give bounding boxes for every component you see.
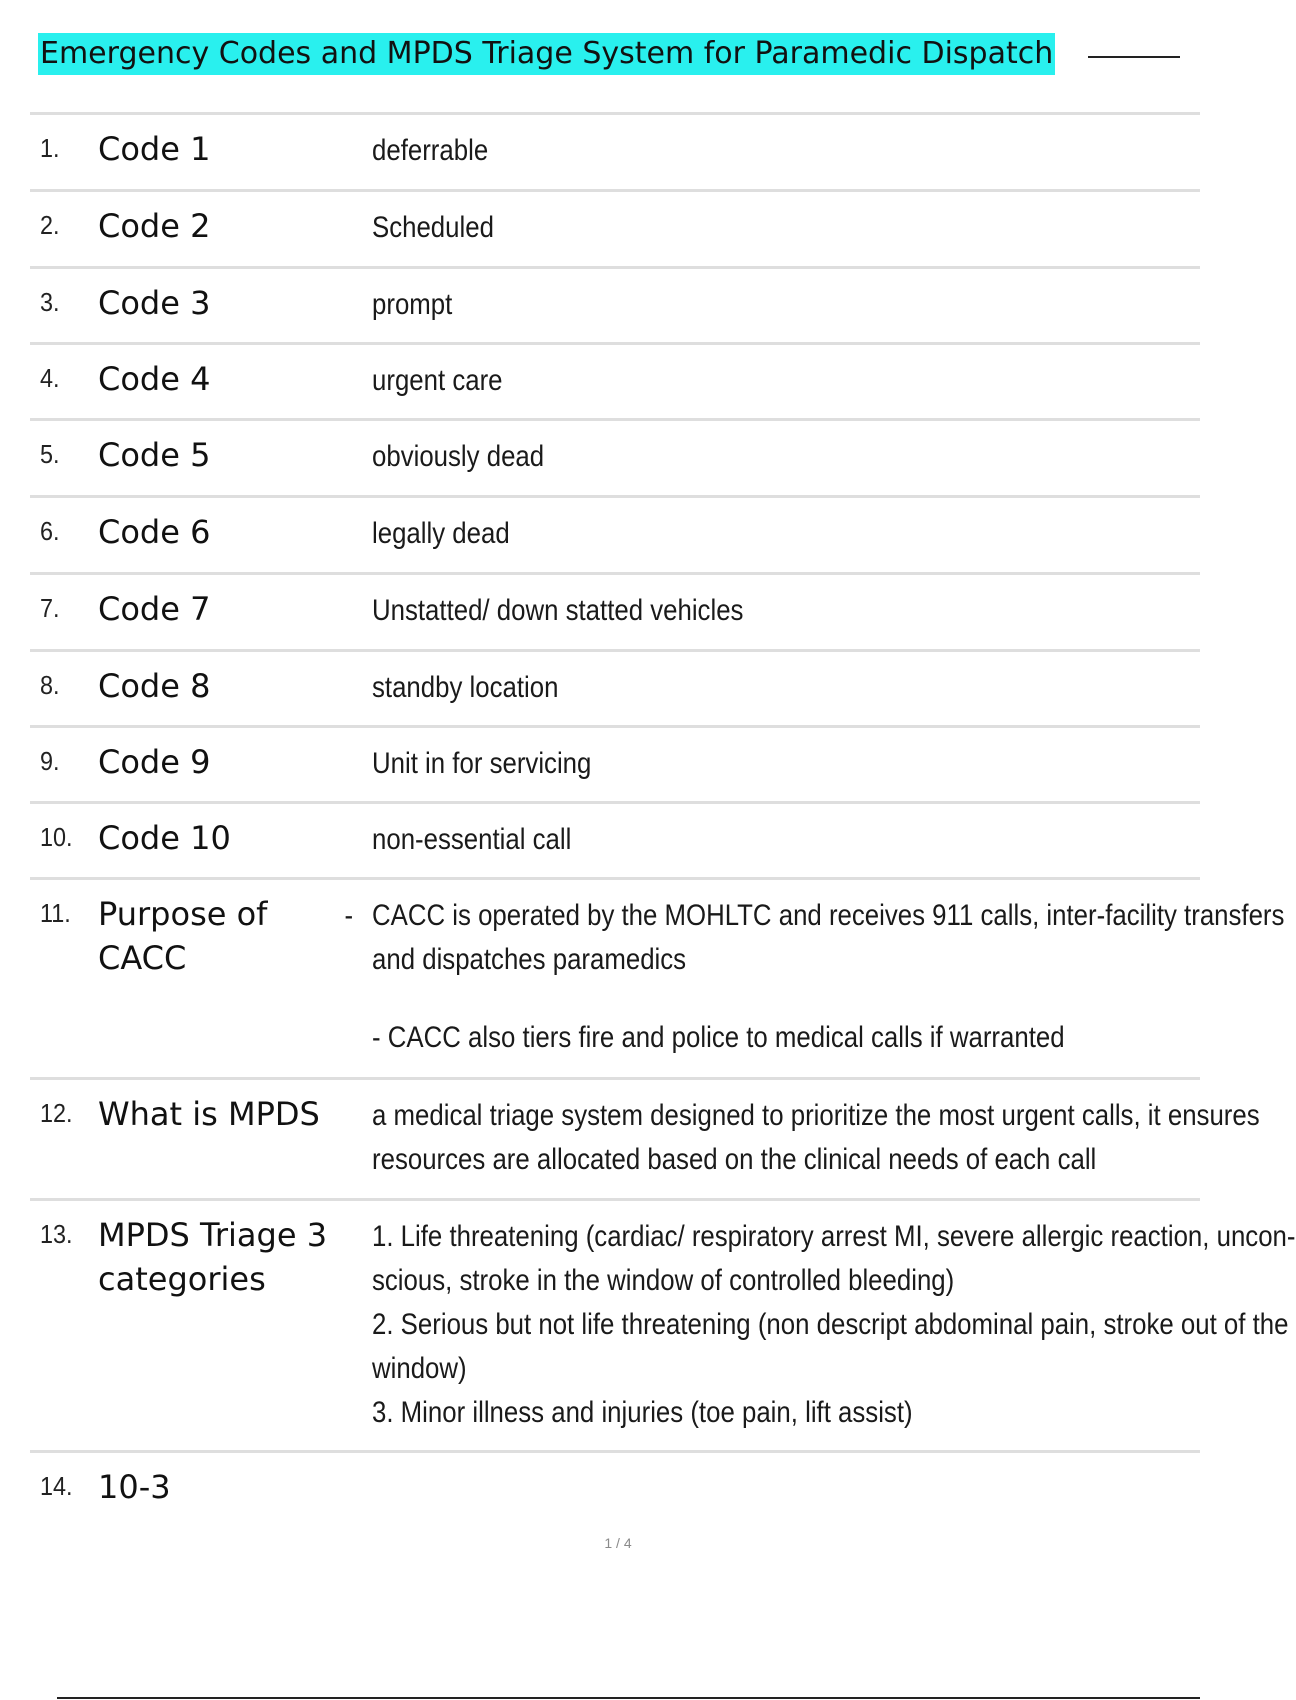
definition-line: Unstatted/ down statted vehicles [372, 594, 744, 627]
definition-line: resources are allocated based on the clinical needs of each call [372, 1143, 1097, 1176]
list-item [30, 342, 1200, 418]
item-definition [372, 359, 1094, 403]
list-item [30, 189, 1200, 266]
list-item [30, 418, 1200, 495]
definition-line: obviously dead [372, 440, 545, 473]
item-definition [372, 589, 1094, 633]
item-definition [372, 129, 1094, 173]
item-number: 8. [40, 670, 60, 700]
definition-line: standby location [372, 671, 559, 704]
list-item [30, 112, 1200, 189]
item-number: 13. [40, 1219, 73, 1249]
definition-line: Unit in for servicing [372, 747, 592, 780]
item-term: Code 4 [98, 360, 211, 398]
item-definition [372, 1215, 1296, 1435]
item-term: What is MPDS [98, 1095, 320, 1133]
definition-line: window) [372, 1352, 467, 1385]
item-term: Code 7 [98, 590, 211, 628]
item-term: Code 8 [98, 667, 211, 705]
item-number: 12. [40, 1098, 73, 1128]
item-term: Code 1 [98, 130, 211, 168]
item-number: 4. [40, 363, 60, 393]
item-definition [372, 666, 1094, 710]
item-number: 3. [40, 287, 60, 317]
document-title: Emergency Codes and MPDS Triage System for Paramedic Dispatch [38, 33, 1055, 75]
list-item [30, 1077, 1260, 1198]
list-item [30, 495, 1200, 572]
item-number: 2. [40, 210, 60, 240]
item-term: Code 2 [98, 207, 211, 245]
item-definition [372, 435, 1094, 479]
item-definition [372, 512, 1094, 556]
definition-line: deferrable [372, 134, 489, 167]
definition-dash: - [344, 899, 354, 932]
definition-line: Scheduled [372, 211, 494, 244]
item-term: Code 6 [98, 513, 211, 551]
list-item [30, 877, 1285, 1077]
item-term: Code 10 [98, 819, 231, 857]
item-term: Purpose of CACC [98, 895, 268, 977]
item-definition [372, 206, 1094, 250]
list-item [30, 649, 1200, 725]
item-number: 6. [40, 516, 60, 546]
item-number: 5. [40, 439, 60, 469]
list-item [30, 801, 1200, 877]
item-number: 14. [40, 1471, 73, 1501]
definition-line: legally dead [372, 517, 510, 550]
definition-line: 3. Minor illness and injuries (toe pain, lift assist) [372, 1396, 913, 1429]
title-rule [1088, 56, 1180, 58]
item-definition [372, 818, 1094, 862]
item-definition [372, 1094, 1260, 1182]
item-term: MPDS Triage 3 categories [98, 1216, 328, 1298]
list-item [30, 1450, 1200, 1520]
item-term: 10-3 [98, 1468, 171, 1506]
item-definition [372, 742, 1094, 786]
item-number: 1. [40, 133, 60, 163]
definition-line: scious, stroke in the window of controlled bleeding) [372, 1264, 955, 1297]
item-term: Code 3 [98, 284, 211, 322]
definition-line: non-essential call [372, 823, 572, 856]
item-definition [344, 894, 1285, 1060]
document-header [38, 33, 1142, 79]
definition-line: prompt [372, 288, 453, 321]
definition-line: 1. Life threatening (cardiac/ respiratory arrest MI, severe allergic reaction, uncon- [372, 1220, 1296, 1253]
list-item [30, 572, 1200, 649]
item-definition [372, 283, 1094, 327]
item-number: 10. [40, 822, 73, 852]
item-term: Code 9 [98, 743, 211, 781]
definition-line: and dispatches paramedics [372, 943, 687, 976]
list-item [30, 725, 1200, 801]
definition-line: a medical triage system designed to prioritize the most urgent calls, it ensures [372, 1099, 1260, 1132]
item-number: 11. [40, 898, 71, 928]
footer-rule [57, 1697, 1200, 1699]
list-item [30, 266, 1200, 342]
page-indicator: 1 / 4 [604, 1535, 632, 1551]
definition-line: urgent care [372, 364, 503, 397]
definition-line: - CACC also tiers fire and police to medical calls if warranted [372, 1021, 1065, 1054]
item-term: Code 5 [98, 436, 211, 474]
definition-line: CACC is operated by the MOHLTC and receives 911 calls, inter-facility transfers [372, 899, 1285, 932]
flashcard-list [30, 112, 1296, 1520]
item-number: 7. [40, 593, 60, 623]
list-item [30, 1198, 1296, 1450]
item-number: 9. [40, 746, 60, 776]
definition-line: 2. Serious but not life threatening (non descript abdominal pain, stroke out of the [372, 1308, 1289, 1341]
